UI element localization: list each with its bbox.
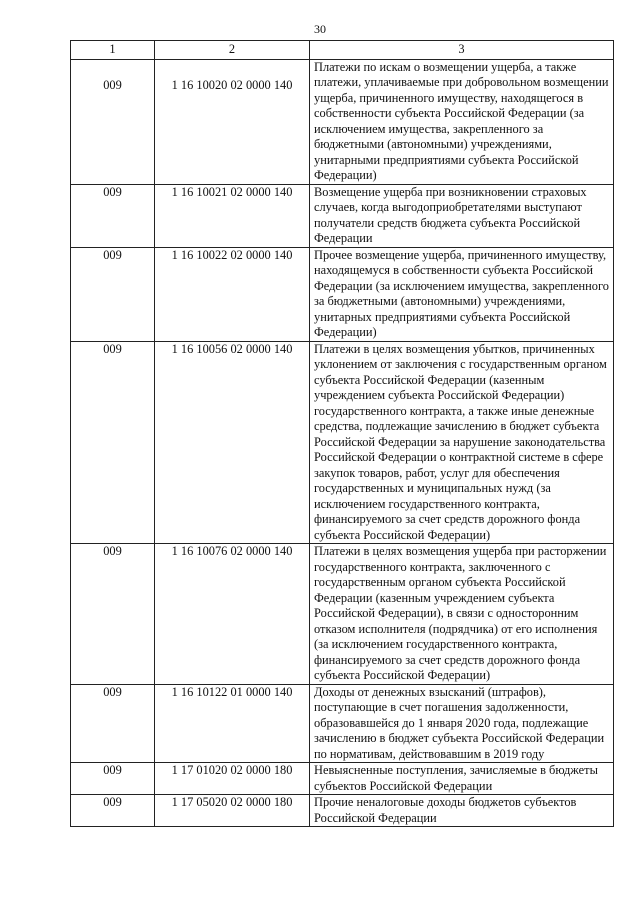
column-header-3: 3 [310, 41, 614, 60]
revenue-code-cell: 1 17 05020 02 0000 180 [155, 795, 310, 827]
description-cell: Платежи в целях возмещения убытков, причиненных уклонением от заключения с государственным органом субъекта Российской Федерации (казенным учреждением субъекта Российской Федерации) государственного контракта, а также иные денежные средства, подлежащие зачислению в бюджет субъекта Российской Федерации за нарушение законодательства Российской Федерации о контрактной системе в сфере закупок товаров, работ, услуг для обеспечения государственных и муниципальных нужд (за исключением государственного контракта, финансируемого за счет средств дорожного фонда субъекта Российской Федерации) [310, 341, 614, 544]
description-cell: Прочее возмещение ущерба, причиненного имуществу, находящемуся в собственности субъекта Российской Федерации (за исключением имущества, закрепленного за бюджетными (автономными) учреждениями, унитарных предприятиями субъекта Российской Федерации) [310, 247, 614, 341]
description-cell: Возмещение ущерба при возникновении страховых случаев, когда выгодоприобретателями выступают получатели средств бюджета субъекта Российской Федерации [310, 184, 614, 247]
admin-code-cell: 009 [71, 763, 155, 795]
table-row [71, 684, 614, 763]
admin-code-cell: 009 [71, 341, 155, 544]
column-header-2: 2 [155, 41, 310, 60]
revenue-codes-table [70, 40, 614, 827]
revenue-code-cell: 1 16 10021 02 0000 140 [155, 184, 310, 247]
description-cell: Невыясненные поступления, зачисляемые в бюджеты субъектов Российской Федерации [310, 763, 614, 795]
table-row [71, 763, 614, 795]
description-cell: Платежи по искам о возмещении ущерба, а также платежи, уплачиваемые при добровольном возмещении ущерба, причиненного имуществу, находящегося в собственности субъекта Российской Федерации (за исключением имущества, закрепленного за бюджетными (автономными) учреждениями, унитарными предприятиями субъекта Российской Федерации) [310, 59, 614, 184]
table-row [71, 544, 614, 685]
column-header-1: 1 [71, 41, 155, 60]
description-cell: Прочие неналоговые доходы бюджетов субъектов Российской Федерации [310, 795, 614, 827]
table-header-row [71, 41, 614, 60]
admin-code-cell: 009 [71, 184, 155, 247]
admin-code-cell: 009 [71, 544, 155, 685]
revenue-code-cell: 1 16 10076 02 0000 140 [155, 544, 310, 685]
admin-code-cell: 009 [71, 795, 155, 827]
table-row [71, 247, 614, 341]
description-cell: Платежи в целях возмещения ущерба при расторжении государственного контракта, заключенного с государственным органом субъекта Российской Федерации (казенным учреждением субъекта Российской Федерации), в связи с односторонним отказом исполнителя (подрядчика) от его исполнения (за исключением государственного контракта, финансируемого за счет средств дорожного фонда субъекта Российской Федерации) [310, 544, 614, 685]
table-row [71, 795, 614, 827]
table-row [71, 59, 614, 184]
admin-code-cell: 009 [71, 59, 155, 184]
revenue-code-cell: 1 16 10122 01 0000 140 [155, 684, 310, 763]
admin-code-cell: 009 [71, 684, 155, 763]
description-cell: Доходы от денежных взысканий (штрафов), поступающие в счет погашения задолженности, образовавшейся до 1 января 2020 года, подлежащие зачислению в бюджет субъекта Российской Федерации по нормативам, действовавшим в 2019 году [310, 684, 614, 763]
table-row [71, 184, 614, 247]
revenue-code-cell: 1 17 01020 02 0000 180 [155, 763, 310, 795]
page-number: 30 [314, 22, 326, 36]
admin-code-cell: 009 [71, 247, 155, 341]
revenue-code-cell: 1 16 10020 02 0000 140 [155, 59, 310, 184]
revenue-code-cell: 1 16 10022 02 0000 140 [155, 247, 310, 341]
revenue-code-cell: 1 16 10056 02 0000 140 [155, 341, 310, 544]
table-row [71, 341, 614, 544]
